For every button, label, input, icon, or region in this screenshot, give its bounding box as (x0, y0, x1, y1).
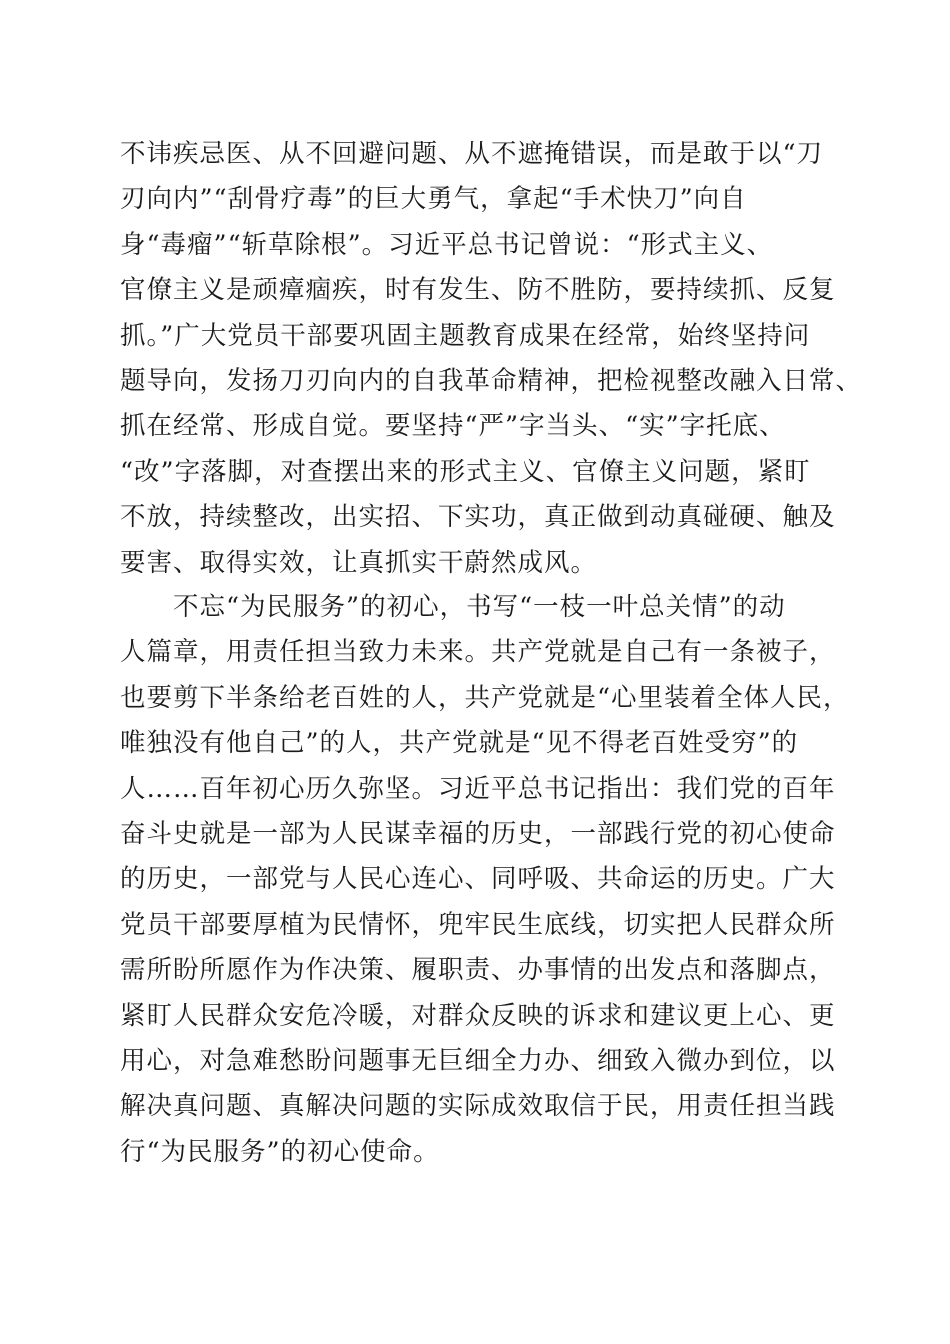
text-line: 不忘“为民服务”的初心，书写“一枝一叶总关情”的动 (120, 592, 786, 622)
text-line: 也要剪下半条给老百姓的人，共产党就是“心里装着全体人民， (120, 682, 850, 713)
text-line: 解决真问题、真解决问题的实际成效取信于民，用责任担当践 (120, 1091, 836, 1122)
text-line: 不讳疾忌医、从不回避问题、从不遮掩错误，而是敢于以“刀 (120, 139, 824, 169)
text-line: 用心，对急难愁盼问题事无巨细全力办、细致入微办到位，以 (120, 1045, 836, 1076)
text-line: 不放，持续整改，出实招、下实功，真正做到动真碰硬、触及 (120, 502, 836, 533)
text-line: 人篇章，用责任担当致力未来。共产党就是自己有一条被子， (120, 637, 836, 668)
text-line: 官僚主义是顽瘴痼疾，时有发生、防不胜防，要持续抓、反复 (120, 275, 836, 306)
text-line: 刃向内”“刮骨疗毒”的巨大勇气，拿起“手术快刀”向自 (120, 184, 747, 215)
text-line: 党员干部要厚植为民情怀，兜牢民生底线，切实把人民群众所 (120, 909, 836, 940)
text-line: 要害、取得实效，让真抓实干蔚然成风。 (120, 547, 598, 578)
text-line: 抓在经常、形成自觉。要坚持“严”字当头、“实”字托底、 (120, 411, 786, 442)
text-line: 需所盼所愿作为作决策、履职责、办事情的出发点和落脚点， (120, 955, 836, 986)
text-line: 身“毒瘤”“斩草除根”。习近平总书记曾说：“形式主义、 (120, 229, 774, 260)
text-line: 人……百年初心历久弥坚。习近平总书记指出：我们党的百年 (120, 773, 836, 804)
text-line: 抓。”广大党员干部要巩固主题教育成果在经常，始终坚持问 (120, 320, 811, 351)
paragraph-1 (120, 132, 863, 586)
text-line: 唯独没有他自己”的人，共产党就是“见不得老百姓受穷”的 (120, 728, 799, 759)
text-line: 奋斗史就是一部为人民谋幸福的历史，一部践行党的初心使命 (120, 818, 836, 849)
text-line: 行“为民服务”的初心使命。 (120, 1136, 440, 1167)
text-line: 题导向，发扬刀刃向内的自我革命精神，把检视整改融入日常、 (120, 365, 863, 396)
text-line: 紧盯人民群众安危冷暖，对群众反映的诉求和建议更上心、更 (120, 1000, 836, 1031)
text-line: 的历史，一部党与人民心连心、同呼吸、共命运的历史。广大 (120, 864, 836, 895)
paragraph-2 (120, 585, 850, 1175)
text-line: “改”字落脚，对查摆出来的形式主义、官僚主义问题，紧盯 (120, 456, 811, 487)
